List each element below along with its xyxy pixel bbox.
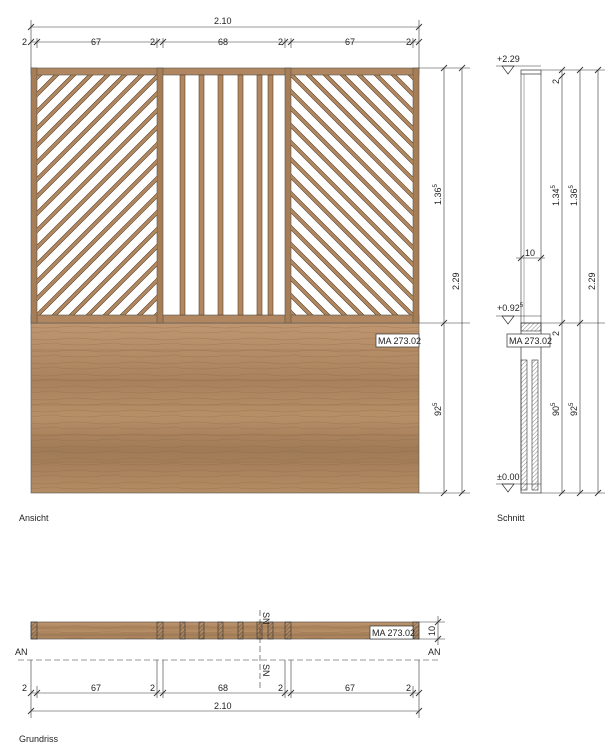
post-left <box>31 68 37 323</box>
dim-field-mid: 68 <box>218 37 229 47</box>
section-dim-inner-lower: $90^5$ <box>551 402 561 416</box>
material-label-section: MA 273.02 <box>509 336 553 346</box>
section-dim-rail-lower: 2 <box>551 330 561 336</box>
diagonal-slat <box>0 75 195 315</box>
plan-dim-total-width: 2.10 <box>214 701 232 711</box>
axis-sn-bottom: SN <box>261 664 271 677</box>
post-mid-left <box>157 68 163 323</box>
dim-total-height: 2.29 <box>451 272 461 290</box>
dim-total-width-top: 2.10 <box>214 16 232 26</box>
level-mid-label: $+0.92^5$ <box>497 303 524 313</box>
plan-dim-depth: 10 <box>427 625 437 636</box>
material-label-elevation: MA 273.02 <box>378 336 422 346</box>
bottom-rail-upper <box>31 315 419 323</box>
axis-sn-top: SN <box>261 612 271 625</box>
dim-post-2: 2 <box>150 37 156 47</box>
caption-elevation: Ansicht <box>19 513 49 523</box>
top-rail <box>31 68 419 75</box>
diagonal-slat <box>0 75 93 315</box>
plan-dim-field-mid: 68 <box>218 683 229 693</box>
section-dim-upper: 1.36$^5$ <box>569 185 579 206</box>
dim-field-left: 67 <box>91 37 102 47</box>
axis-an-right: AN <box>428 647 441 657</box>
post-mid-right <box>285 68 291 323</box>
level-top-label: +2.29 <box>497 54 520 64</box>
dim-post-4: 2 <box>406 37 412 47</box>
dim-lower-height: $92^5$ <box>433 402 443 416</box>
section-dim-total: 2.29 <box>587 272 597 290</box>
plan-dim-post-4: 2 <box>406 683 412 693</box>
vertical-slats-middle <box>180 75 273 315</box>
plan-dim-field-right: 67 <box>345 683 356 693</box>
material-label-plan: MA 273.02 <box>372 628 416 638</box>
section-dim-rail: 2 <box>551 78 561 84</box>
level-base-label: ±0.00 <box>497 472 520 482</box>
section-view <box>496 54 605 523</box>
diagonal-slat <box>0 75 59 315</box>
caption-section: Schnitt <box>497 513 525 523</box>
plan-view <box>15 610 445 744</box>
section-dim-inner-upper: 1.34$^5$ <box>551 185 561 206</box>
dim-upper-height: 1.36$^5$ <box>433 184 443 205</box>
diagonal-slats-left <box>0 75 416 315</box>
plan-dim-post-3: 2 <box>278 683 284 693</box>
plan-dim-field-left: 67 <box>91 683 102 693</box>
caption-plan: Grundriss <box>19 734 59 744</box>
elevation-view <box>0 16 607 523</box>
plan-dim-post-1: 2 <box>22 683 28 693</box>
dim-field-right: 67 <box>345 37 356 47</box>
dim-post-3: 2 <box>278 37 284 47</box>
axis-an-left: AN <box>15 647 28 657</box>
section-dim-lower: $92^5$ <box>569 402 579 416</box>
section-dim-post-depth: 10 <box>525 248 536 258</box>
section-hatched-post <box>521 360 527 490</box>
post-right <box>413 68 419 323</box>
dim-post-1: 2 <box>22 37 28 47</box>
plan-dim-post-2: 2 <box>150 683 156 693</box>
